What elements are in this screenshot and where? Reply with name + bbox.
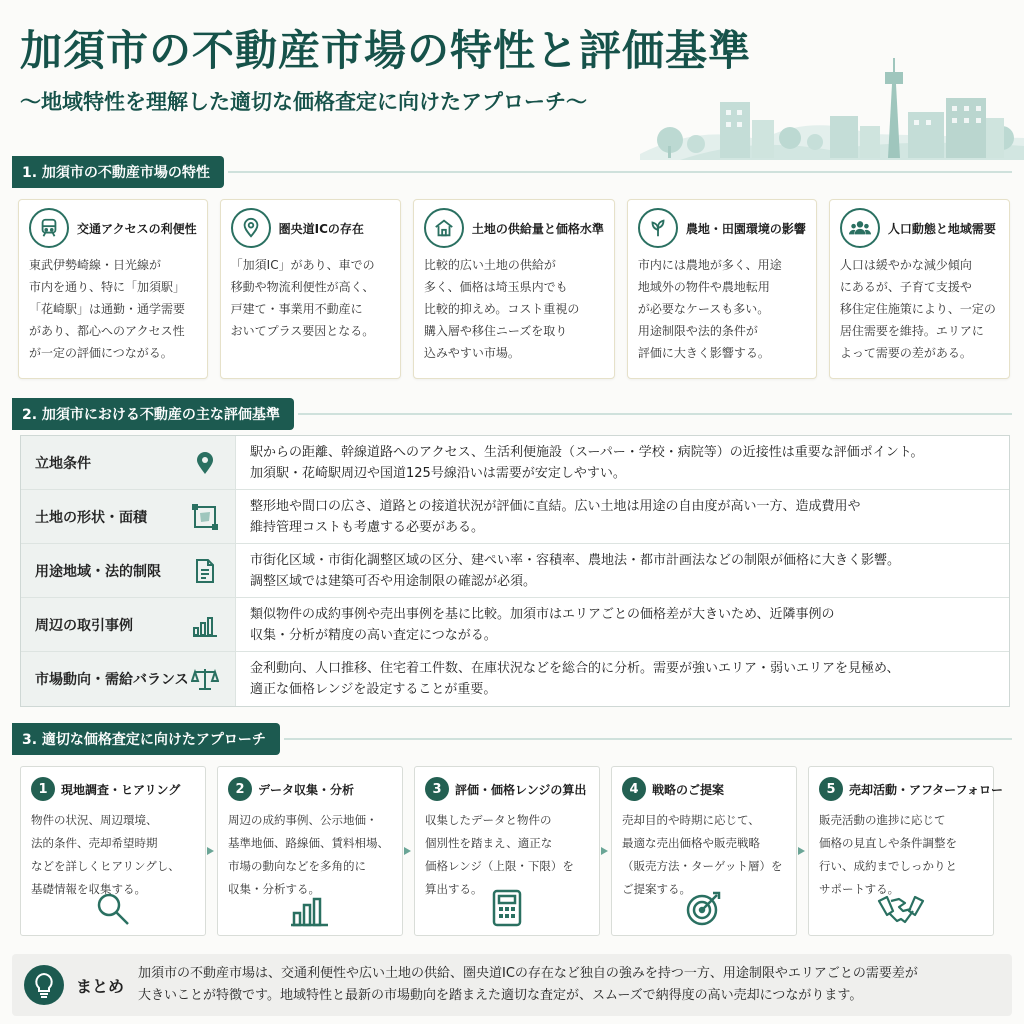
arrow-right-icon bbox=[797, 845, 808, 857]
table-row bbox=[21, 436, 1009, 490]
step-text: 物件の状況、周辺環境、 法的条件、売却希望時期 などを詳しくヒアリングし、 基礎情報を収集する。 bbox=[31, 813, 180, 896]
section2-heading: 2. 加須市における不動産の主な評価基準 bbox=[12, 398, 294, 430]
lightbulb-icon bbox=[24, 965, 64, 1005]
divider bbox=[298, 413, 1012, 415]
criteria-label: 土地の形状・面積 bbox=[35, 509, 147, 526]
step-card bbox=[20, 766, 206, 936]
handshake-icon bbox=[809, 891, 993, 927]
step-title: 戦略のご提案 bbox=[652, 782, 725, 797]
feature-card bbox=[18, 199, 208, 379]
feature-card bbox=[413, 199, 615, 379]
target-icon bbox=[612, 889, 796, 927]
leaf-icon bbox=[638, 208, 678, 248]
criteria-description: 類似物件の成約事例や売出事例を基に比較。加須市はエリアごとの価格差が大きいため、近隣事例の 収集・分析が精度の高い査定につながる。 bbox=[250, 607, 835, 643]
step-text: 売却目的や時期に応じて、 最適な売出価格や販売戦略 （販売方法・ターゲット層）を ご提案する。 bbox=[622, 813, 783, 896]
summary-box bbox=[12, 954, 1012, 1016]
step-card bbox=[808, 766, 1003, 936]
step-title: 現地調査・ヒアリング bbox=[61, 782, 181, 797]
step-card bbox=[611, 766, 797, 936]
feature-title: 農地・田園環境の影響 bbox=[685, 221, 806, 236]
criteria-description: 市街化区域・市街化調整区域の区分、建ぺい率・容積率、農地法・都市計画法などの制限が価格に大きく影響。 調整区域では建築可否や用途制限の確認が必須。 bbox=[250, 553, 901, 589]
step-number: 1 bbox=[31, 777, 55, 801]
step-number: 4 bbox=[622, 777, 646, 801]
header bbox=[0, 0, 1024, 160]
table-row bbox=[21, 544, 1009, 598]
section3-header bbox=[12, 723, 1012, 755]
step-text: 販売活動の進捗に応じて 価格の見直しや条件調整を 行い、成約までしっかりと サポートする。 bbox=[819, 813, 957, 896]
house-icon bbox=[424, 208, 464, 248]
table-row bbox=[21, 490, 1009, 544]
criteria-description: 整形地や間口の広さ、道路との接道状況が評価に直結。広い土地は用途の自由度が高い一方、造成費用や 維持管理コストも考慮する必要がある。 bbox=[250, 499, 861, 535]
arrow-right-icon bbox=[600, 845, 611, 857]
evaluation-criteria-table bbox=[20, 435, 1010, 707]
criteria-label: 立地条件 bbox=[35, 455, 91, 472]
criteria-description: 駅からの距離、幹線道路へのアクセス、生活利便施設（スーパー・学校・病院等）の近接性は重要な評価ポイント。 加須駅・花崎駅周辺や国道125号線沿いは需要が安定しやすい。 bbox=[250, 445, 924, 481]
feature-text: 東武伊勢崎線・日光線が 市内を通り、特に「加須駅」 「花崎駅」は通勤・通学需要 があり、都心へのアクセス性 が一定の評価につながる。 bbox=[29, 258, 186, 360]
summary-text: 加須市の不動産市場は、交通利便性や広い土地の供給、圏央道ICの存在など独自の強みを持つ一方、用途制限やエリアごとの需要差が 大きいことが特徴です。地域特性と最新の市場動向を踏まえた適切な査定が、スムーズで納得度の高い売却につながります。 bbox=[138, 966, 918, 1003]
feature-text: 人口は緩やかな減少傾向 にあるが、子育て支援や 移住定住施策により、一定の 居住需要を維持。エリアに よって需要の差がある。 bbox=[839, 258, 996, 360]
approach-steps bbox=[20, 766, 1010, 936]
section2-header bbox=[12, 398, 1012, 430]
feature-title: 圏央道ICの存在 bbox=[278, 221, 364, 236]
table-row bbox=[21, 652, 1009, 706]
land-shape-icon bbox=[191, 503, 219, 531]
location-icon bbox=[191, 449, 219, 477]
map-pin-icon bbox=[231, 208, 271, 248]
bar-chart-icon bbox=[191, 611, 219, 639]
people-icon bbox=[840, 208, 880, 248]
train-icon bbox=[29, 208, 69, 248]
page-subtitle: 〜地域特性を理解した適切な価格査定に向けたアプローチ〜 bbox=[20, 89, 587, 114]
divider bbox=[284, 738, 1012, 740]
step-title: 売却活動・アフターフォロー bbox=[849, 782, 1003, 797]
feature-card bbox=[220, 199, 401, 379]
divider bbox=[228, 171, 1012, 173]
growth-chart-icon bbox=[218, 891, 402, 927]
section1-heading: 1. 加須市の不動産市場の特性 bbox=[12, 156, 224, 188]
step-text: 収集したデータと物件の 個別性を踏まえ、適正な 価格レンジ（上限・下限）を 算出する。 bbox=[425, 813, 574, 896]
scale-icon bbox=[191, 665, 219, 693]
feature-card bbox=[627, 199, 817, 379]
feature-text: 比較的広い土地の供給が 多く、価格は埼玉県内でも 比較的抑えめ。コスト重視の 購入層や移住ニーズを取り 込みやすい市場。 bbox=[423, 258, 580, 360]
market-feature-cards bbox=[18, 199, 1010, 379]
step-number: 5 bbox=[819, 777, 843, 801]
step-number: 2 bbox=[228, 777, 252, 801]
criteria-label: 周辺の取引事例 bbox=[35, 617, 133, 634]
calculator-icon bbox=[415, 889, 599, 927]
feature-title: 交通アクセスの利便性 bbox=[77, 221, 197, 236]
criteria-label: 市場動向・需給バランス bbox=[35, 672, 189, 688]
step-title: 評価・価格レンジの算出 bbox=[455, 782, 587, 797]
feature-text: 市内には農地が多く、用途 地域外の物件や農地転用 が必要なケースも多い。 用途制限や法的条件が 評価に大きく影響する。 bbox=[637, 258, 782, 360]
document-icon bbox=[191, 557, 219, 585]
feature-title: 人口動態と地域需要 bbox=[887, 221, 996, 236]
arrow-right-icon bbox=[206, 845, 217, 857]
arrow-right-icon bbox=[403, 845, 414, 857]
step-card bbox=[414, 766, 600, 936]
page-title: 加須市の不動産市場の特性と評価基準 bbox=[20, 26, 752, 75]
step-title: データ収集・分析 bbox=[258, 782, 355, 797]
section1-header bbox=[12, 156, 1012, 188]
feature-card bbox=[829, 199, 1010, 379]
feature-text: 「加須IC」があり、車での 移動や物流利便性が高く、 戸建て・事業用不動産に おいてプラス要因となる。 bbox=[230, 258, 375, 338]
summary-label: まとめ bbox=[76, 976, 125, 996]
feature-title: 土地の供給量と価格水準 bbox=[471, 221, 604, 236]
table-row bbox=[21, 598, 1009, 652]
step-card bbox=[217, 766, 403, 936]
magnifier-icon bbox=[21, 891, 205, 927]
criteria-label: 用途地域・法的制限 bbox=[35, 563, 161, 580]
section3-heading: 3. 適切な価格査定に向けたアプローチ bbox=[12, 723, 280, 755]
criteria-description: 金利動向、人口推移、住宅着工件数、在庫状況などを総合的に分析。需要が強いエリア・弱いエリアを見極め、 適正な価格レンジを設定することが重要。 bbox=[250, 661, 900, 697]
step-number: 3 bbox=[425, 777, 449, 801]
step-text: 周辺の成約事例、公示地価・ 基準地価、路線価、賃料相場、 市場の動向などを多角的に 収集・分析する。 bbox=[228, 813, 389, 896]
